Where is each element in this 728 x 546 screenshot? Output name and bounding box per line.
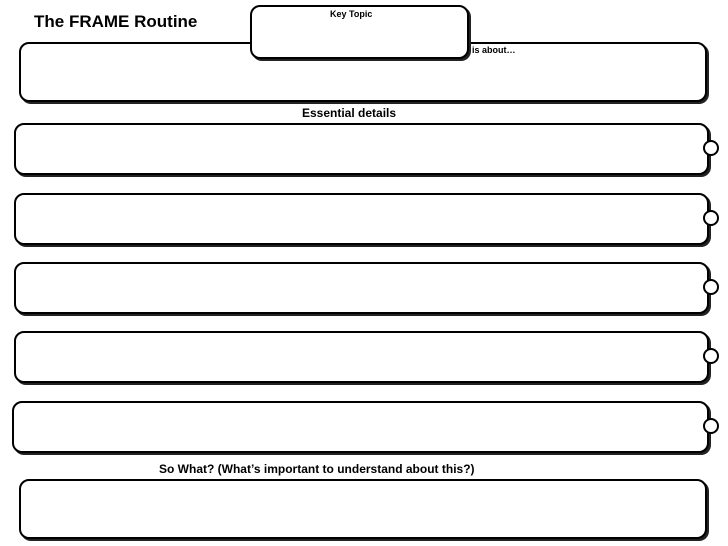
detail-box-4[interactable] xyxy=(14,331,709,383)
key-topic-label: Key Topic xyxy=(330,9,373,19)
detail-box-5[interactable] xyxy=(12,401,709,453)
detail-connector-1 xyxy=(703,140,719,156)
so-what-box[interactable] xyxy=(19,479,707,539)
so-what-label: So What? (What’s important to understand about this?) xyxy=(159,462,475,476)
detail-connector-3 xyxy=(703,279,719,295)
detail-box-2[interactable] xyxy=(14,193,709,245)
detail-connector-4 xyxy=(703,348,719,364)
detail-connector-5 xyxy=(703,418,719,434)
detail-connector-2 xyxy=(703,210,719,226)
page-title: The FRAME Routine xyxy=(34,12,198,31)
detail-box-3[interactable] xyxy=(14,262,709,314)
detail-box-1[interactable] xyxy=(14,123,709,175)
essential-details-label: Essential details xyxy=(302,106,397,120)
is-about-label: is about… xyxy=(472,45,516,55)
